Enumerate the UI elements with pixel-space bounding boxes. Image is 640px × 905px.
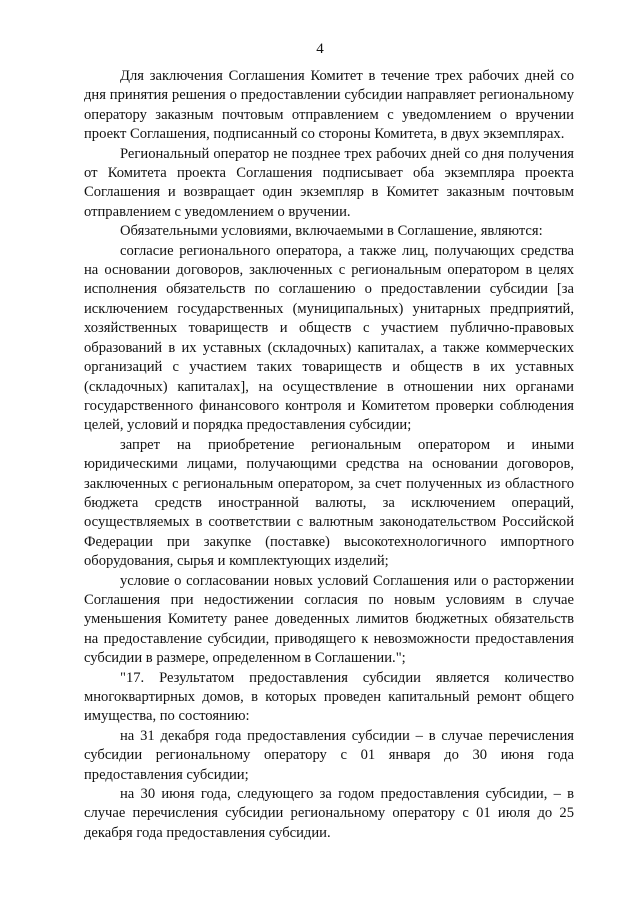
- page-number: 4: [316, 41, 324, 57]
- paragraph-consent-condition: согласие регионального оператора, а также лиц, получающих средства на основании договоров, заключенных с региональным оператором в целях исполнения обязательств по соглашению о предоставлении субсидии [за исключением государственных (муниципальных) унитарных предприятий, хозяйственных товариществ и обществ с участием публично-правовых образований в их уставных (складочных) капиталах, а также коммерческих организаций с участием таких товариществ и обществ в их уставных (складочных) капиталах], на осуществление в отношении них органами государственного финансового контроля и Комитетом проверки соблюдения целей, условий и порядка предоставления субсидии;: [84, 242, 574, 434]
- paragraph-result-june: на 30 июня года, следующего за годом предоставления субсидии, – в случае перечисления субсидии региональному оператору с 01 июля до 25 декабря года предоставления субсидии.: [84, 786, 574, 841]
- paragraph-result-december: на 31 декабря года предоставления субсидии – в случае перечисления субсидии региональному оператору с 01 января до 30 июня года предоставления субсидии;: [84, 727, 574, 783]
- paragraph-agreement-procedure: Для заключения Соглашения Комитет в течение трех рабочих дней со дня принятия решения о предоставлении субсидии направляет региональному оператору заказным почтовым отправлением с уведомлением о вручении проект Соглашения, подписанный со стороны Комитета, в двух экземплярах.: [84, 68, 574, 143]
- paragraph-item-17: "17. Результатом предоставления субсидии является количество многоквартирных домов, в которых проведен капитальный ремонт общего имущества, по состоянию:: [84, 669, 574, 725]
- document-body: [84, 67, 574, 843]
- paragraph-termination-condition: условие о согласовании новых условий Соглашения или о расторжении Соглашения при недостижении согласия по новым условиям в случае уменьшения Комитету ранее доведенных лимитов бюджетных обязательств на предоставление субсидии, приводящего к невозможности предоставления субсидии в размере, определенном в Соглашении.";: [84, 572, 574, 667]
- paragraph-operator-signing: Региональный оператор не позднее трех рабочих дней со дня получения от Комитета проекта Соглашения подписывает оба экземпляра проекта Соглашения и возвращает один экземпляр в Комитет заказным почтовым отправлением с уведомлением о вручении.: [84, 145, 574, 220]
- paragraph-mandatory-conditions: Обязательными условиями, включаемыми в Соглашение, являются:: [120, 223, 543, 240]
- paragraph-currency-ban: запрет на приобретение региональным оператором и иными юридическими лицами, получающими средства на основании договоров, заключенных с региональным оператором, за счет полученных из областного бюджета средств иностранной валюты, за исключением операций, осуществляемых в соответствии с валютным законодательством Российской Федерации при закупке (поставке) высокотехнологичного импортного оборудования, сырья и комплектующих изделий;: [84, 436, 574, 570]
